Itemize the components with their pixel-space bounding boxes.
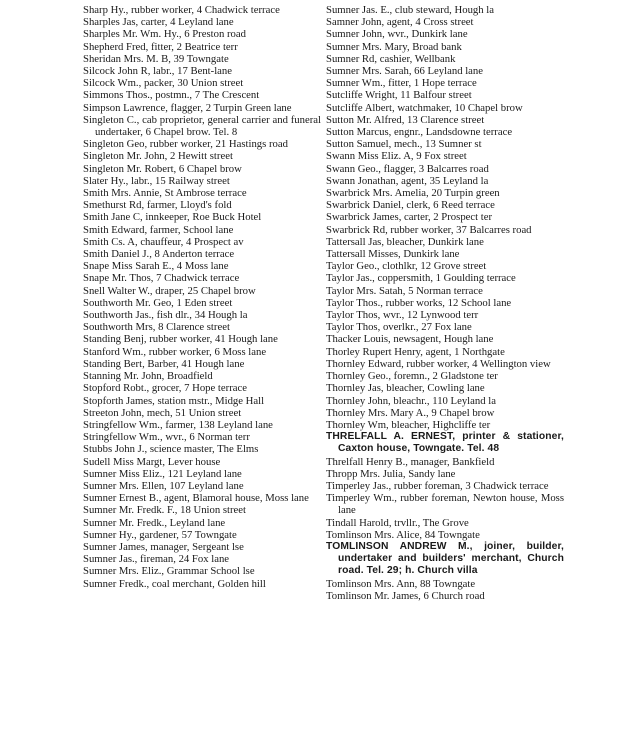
- directory-entry: Streeton John, mech, 51 Union street: [83, 406, 242, 419]
- directory-entry: TOMLINSON ANDREW M., joiner, builder, undertaker and builders' merchant, Church road. Tel. 29; h. Church villa: [326, 540, 564, 577]
- directory-entry: Taylor Jas., coppersmith, 1 Goulding terrace: [326, 272, 516, 285]
- directory-entry: Swann Miss Eliz. A, 9 Fox street: [326, 150, 467, 163]
- directory-entry: THRELFALL A. ERNEST, printer & stationer, Caxton house, Towngate. Tel. 48: [326, 431, 564, 455]
- directory-entry: Standing Benj, rubber worker, 41 Hough lane: [83, 333, 278, 346]
- directory-entry: Threlfall Henry B., manager, Bankfield: [326, 455, 495, 468]
- directory-entry: Taylor Thos., rubber works, 12 School lane: [326, 296, 512, 309]
- directory-entry: Tomlinson Mr. James, 6 Church road: [326, 589, 485, 602]
- directory-entry: Tindall Harold, trvllr., The Grove: [326, 516, 469, 529]
- directory-entry: Sumner Jas., fireman, 24 Fox lane: [83, 553, 230, 566]
- directory-entry: Thorley Rupert Henry, agent, 1 Northgate: [326, 345, 505, 358]
- directory-entry: Smith Jane C, innkeeper, Roe Buck Hotel: [83, 211, 262, 224]
- directory-entry: Sumner Mrs. Mary, Broad bank: [326, 40, 462, 53]
- directory-entry: Southworth Mrs, 8 Clarence street: [83, 321, 230, 334]
- directory-entry: Sutton Samuel, mech., 13 Sumner st: [326, 138, 482, 151]
- directory-entry: Singleton Mr. John, 2 Hewitt street: [83, 150, 233, 163]
- directory-entry: Snape Mr. Thos, 7 Chadwick terrace: [83, 272, 240, 285]
- directory-entry: Tattersall Jas, bleacher, Dunkirk lane: [326, 235, 484, 248]
- directory-entry: Sumner Ernest B., agent, Blamoral house, Moss lane: [83, 492, 309, 505]
- directory-entry: Singleton Mr. Robert, 6 Chapel brow: [83, 162, 242, 175]
- directory-entry: Swann Jonathan, agent, 35 Leyland la: [326, 174, 489, 187]
- directory-entry: Stanford Wm., rubber worker, 6 Moss lane: [83, 345, 267, 358]
- directory-entry: Sharples Mr. Wm. Hy., 6 Preston road: [83, 28, 246, 41]
- directory-entry: Thornley Jas, bleacher, Cowling lane: [326, 382, 485, 395]
- directory-entry: Sheridan Mrs. M. B, 39 Towngate: [83, 52, 229, 65]
- directory-entry: Swarbrick Mrs. Amelia, 20 Turpin green: [326, 187, 500, 200]
- directory-entry: Stopford Robt., grocer, 7 Hope terrace: [83, 382, 247, 395]
- directory-column-right: [326, 4, 564, 602]
- directory-entry: Tattersall Misses, Dunkirk lane: [326, 248, 460, 261]
- directory-entry: Timperley Jas., rubber foreman, 3 Chadwick terrace: [326, 479, 549, 492]
- directory-entry: Simpson Lawrence, flagger, 2 Turpin Green lane: [83, 101, 292, 114]
- directory-entry: Swann Geo., flagger, 3 Balcarres road: [326, 162, 489, 175]
- directory-entry: Timperley Wm., rubber foreman, Newton house, Moss lane: [326, 492, 564, 517]
- directory-entry: Sumner Mr. Fredk., Leyland lane: [83, 516, 226, 529]
- directory-entry: Shepherd Fred, fitter, 2 Beatrice terr: [83, 40, 238, 53]
- directory-entry: Sutcliffe Albert, watchmaker, 10 Chapel brow: [326, 101, 523, 114]
- directory-entry: Thornley Mrs. Mary A., 9 Chapel brow: [326, 406, 495, 419]
- directory-entry: Silcock Wm., packer, 30 Union street: [83, 77, 244, 90]
- directory-entry: Simmons Thos., postmn., 7 The Crescent: [83, 89, 260, 102]
- directory-entry: Sumner Hy., gardener, 57 Towngate: [83, 528, 237, 541]
- directory-entry: Thacker Louis, newsagent, Hough lane: [326, 333, 494, 346]
- directory-entry: Sutton Mr. Alfred, 13 Clarence street: [326, 113, 485, 126]
- directory-entry: Stanning Mr. John, Broadfield: [83, 370, 213, 383]
- directory-entry: Taylor Mrs. Satah, 5 Norman terrace: [326, 284, 483, 297]
- directory-entry: Standing Bert, Barber, 41 Hough lane: [83, 357, 245, 370]
- directory-entry: Sharples Jas, carter, 4 Leyland lane: [83, 16, 234, 29]
- directory-entry: Taylor Thos, wvr., 12 Lynwood terr: [326, 309, 479, 322]
- directory-entry: Smethurst Rd, farmer, Lloyd's fold: [83, 199, 232, 212]
- directory-entry: Sutcliffe Wright, 11 Balfour street: [326, 89, 472, 102]
- directory-entry: Sumner John, wvr., Dunkirk lane: [326, 28, 468, 41]
- directory-entry: Sumner Miss Eliz., 121 Leyland lane: [83, 467, 242, 480]
- directory-entry: Tomlinson Mrs. Ann, 88 Towngate: [326, 577, 476, 590]
- directory-entry: Southworth Mr. Geo, 1 Eden street: [83, 296, 233, 309]
- directory-entry: Taylor Geo., clothlkr, 12 Grove street: [326, 260, 487, 273]
- directory-entry: Sharp Hy., rubber worker, 4 Chadwick terrace: [83, 4, 280, 16]
- directory-entry: Stubbs John J., science master, The Elms: [83, 443, 259, 456]
- directory-entry: Stringfellow Wm., farmer, 138 Leyland lane: [83, 418, 273, 431]
- directory-entry: Sumner James, manager, Sergeant lse: [83, 540, 244, 553]
- directory-entry: Sumner Mrs. Sarah, 66 Leyland lane: [326, 65, 484, 78]
- directory-entry: Thropp Mrs. Julia, Sandy lane: [326, 467, 456, 480]
- directory-entry: Snell Walter W., draper, 25 Chapel brow: [83, 284, 256, 297]
- directory-entry: Smith Edward, farmer, School lane: [83, 223, 234, 236]
- directory-entry: Stringfellow Wm., wvr., 6 Norman terr: [83, 431, 250, 444]
- directory-entry: Sumner Jas. E., club steward, Hough la: [326, 4, 494, 16]
- directory-entry: Smith Cs. A, chauffeur, 4 Prospect av: [83, 235, 244, 248]
- directory-entry: Slater Hy., labr., 15 Railway street: [83, 174, 230, 187]
- directory-entry: Samner John, agent, 4 Cross street: [326, 16, 474, 29]
- directory-entry: Sumner Mrs. Eliz., Grammar School lse: [83, 565, 255, 578]
- directory-entry: Thornley John, bleachr., 110 Leyland la: [326, 394, 496, 407]
- directory-entry: Sumner Fredk., coal merchant, Golden hill: [83, 577, 266, 590]
- directory-entry: Sudell Miss Margt, Lever house: [83, 455, 221, 468]
- directory-entry: Sumner Rd, cashier, Wellbank: [326, 52, 456, 65]
- directory-entry: Smith Mrs. Annie, St Ambrose terrace: [83, 187, 247, 200]
- directory-entry: Sutton Marcus, engnr., Landsdowne terrace: [326, 126, 513, 139]
- directory-entry: Thornley Wm, bleacher, Highcliffe ter: [326, 418, 491, 431]
- directory-entry: Silcock John R, labr., 17 Bent-lane: [83, 65, 233, 78]
- directory-entry: Sumner Mr. Fredk. F., 18 Union street: [83, 504, 247, 517]
- directory-entry: Thornley Edward, rubber worker, 4 Wellington view: [326, 357, 551, 370]
- directory-entry: Sumner Wm., fitter, 1 Hope terrace: [326, 77, 477, 90]
- directory-entry: Swarbrick Daniel, clerk, 6 Reed terrace: [326, 199, 495, 212]
- directory-entry: Sumner Mrs. Ellen, 107 Leyland lane: [83, 479, 244, 492]
- directory-entry: Singleton C., cab proprietor, general carrier and funeral undertaker, 6 Chapel brow. Tel. 8: [83, 113, 321, 139]
- directory-entry: Thornley Geo., foremn., 2 Gladstone ter: [326, 370, 498, 383]
- directory-entry: Snape Miss Sarah E., 4 Moss lane: [83, 260, 229, 273]
- directory-entry: Tomlinson Mrs. Alice, 84 Towngate: [326, 528, 480, 541]
- directory-entry: Swarbrick Rd, rubber worker, 37 Balcarres road: [326, 223, 532, 236]
- directory-entry: Smith Daniel J., 8 Anderton terrace: [83, 248, 235, 261]
- directory-entry: Taylor Thos, overlkr., 27 Fox lane: [326, 321, 472, 334]
- directory-entry: Southworth Jas., fish dlr., 34 Hough la: [83, 309, 248, 322]
- directory-entry: Stopforth James, station mstr., Midge Hall: [83, 394, 265, 407]
- directory-entry: Singleton Geo, rubber worker, 21 Hastings road: [83, 138, 288, 151]
- directory-column-left: [83, 4, 321, 590]
- directory-entry: Swarbrick James, carter, 2 Prospect ter: [326, 211, 493, 224]
